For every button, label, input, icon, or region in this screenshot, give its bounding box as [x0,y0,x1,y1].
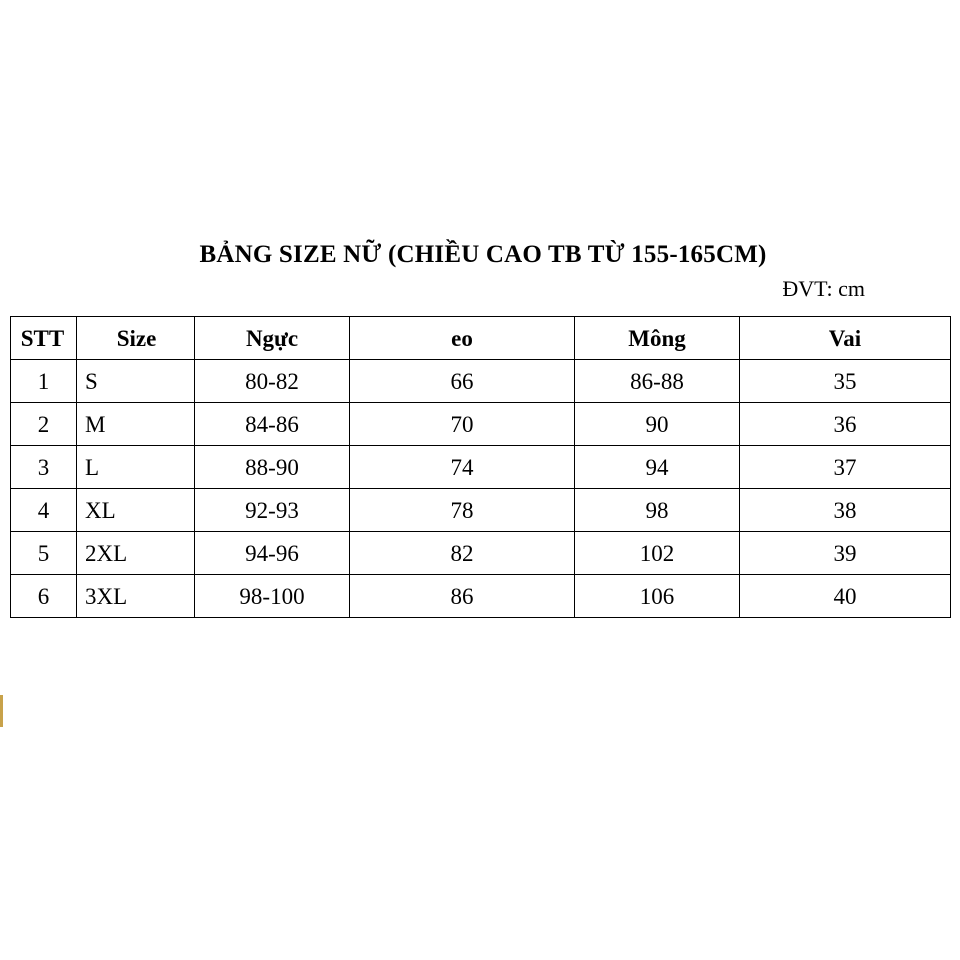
left-edge-marker [0,695,3,727]
cell-mong: 98 [575,489,740,532]
cell-eo: 86 [350,575,575,618]
cell-stt: 5 [11,532,77,575]
column-header-mong: Mông [575,317,740,360]
cell-size: M [77,403,195,446]
cell-nguc: 98-100 [195,575,350,618]
table-row [11,575,951,618]
cell-eo: 78 [350,489,575,532]
cell-nguc: 92-93 [195,489,350,532]
cell-eo: 82 [350,532,575,575]
size-chart-sheet [0,240,960,618]
cell-nguc: 88-90 [195,446,350,489]
table-row [11,446,951,489]
page-title: BẢNG SIZE NỮ (CHIỀU CAO TB TỪ 155-165CM) [199,241,767,268]
column-header-vai: Vai [740,317,951,360]
cell-nguc: 84-86 [195,403,350,446]
cell-size: S [77,360,195,403]
column-header-nguc: Ngực [195,317,350,360]
table-row [11,403,951,446]
unit-note: ĐVT: cm [782,276,865,301]
cell-size: 3XL [77,575,195,618]
cell-mong: 106 [575,575,740,618]
cell-nguc: 94-96 [195,532,350,575]
cell-vai: 37 [740,446,951,489]
column-header-size: Size [77,317,195,360]
cell-mong: 90 [575,403,740,446]
cell-eo: 66 [350,360,575,403]
cell-vai: 38 [740,489,951,532]
table-row [11,532,951,575]
cell-eo: 70 [350,403,575,446]
cell-nguc: 80-82 [195,360,350,403]
table-header [11,317,951,360]
cell-stt: 2 [11,403,77,446]
table-body [11,360,951,618]
cell-vai: 39 [740,532,951,575]
size-table [10,316,951,618]
cell-stt: 4 [11,489,77,532]
table-row [11,360,951,403]
cell-size: XL [77,489,195,532]
table-row [11,489,951,532]
cell-size: L [77,446,195,489]
cell-vai: 36 [740,403,951,446]
column-header-eo: eo [350,317,575,360]
column-header-stt: STT [11,317,77,360]
cell-mong: 94 [575,446,740,489]
cell-mong: 86-88 [575,360,740,403]
cell-eo: 74 [350,446,575,489]
table-header-row [11,317,951,360]
cell-mong: 102 [575,532,740,575]
cell-stt: 6 [11,575,77,618]
cell-size: 2XL [77,532,195,575]
cell-vai: 40 [740,575,951,618]
cell-stt: 3 [11,446,77,489]
cell-stt: 1 [11,360,77,403]
cell-vai: 35 [740,360,951,403]
